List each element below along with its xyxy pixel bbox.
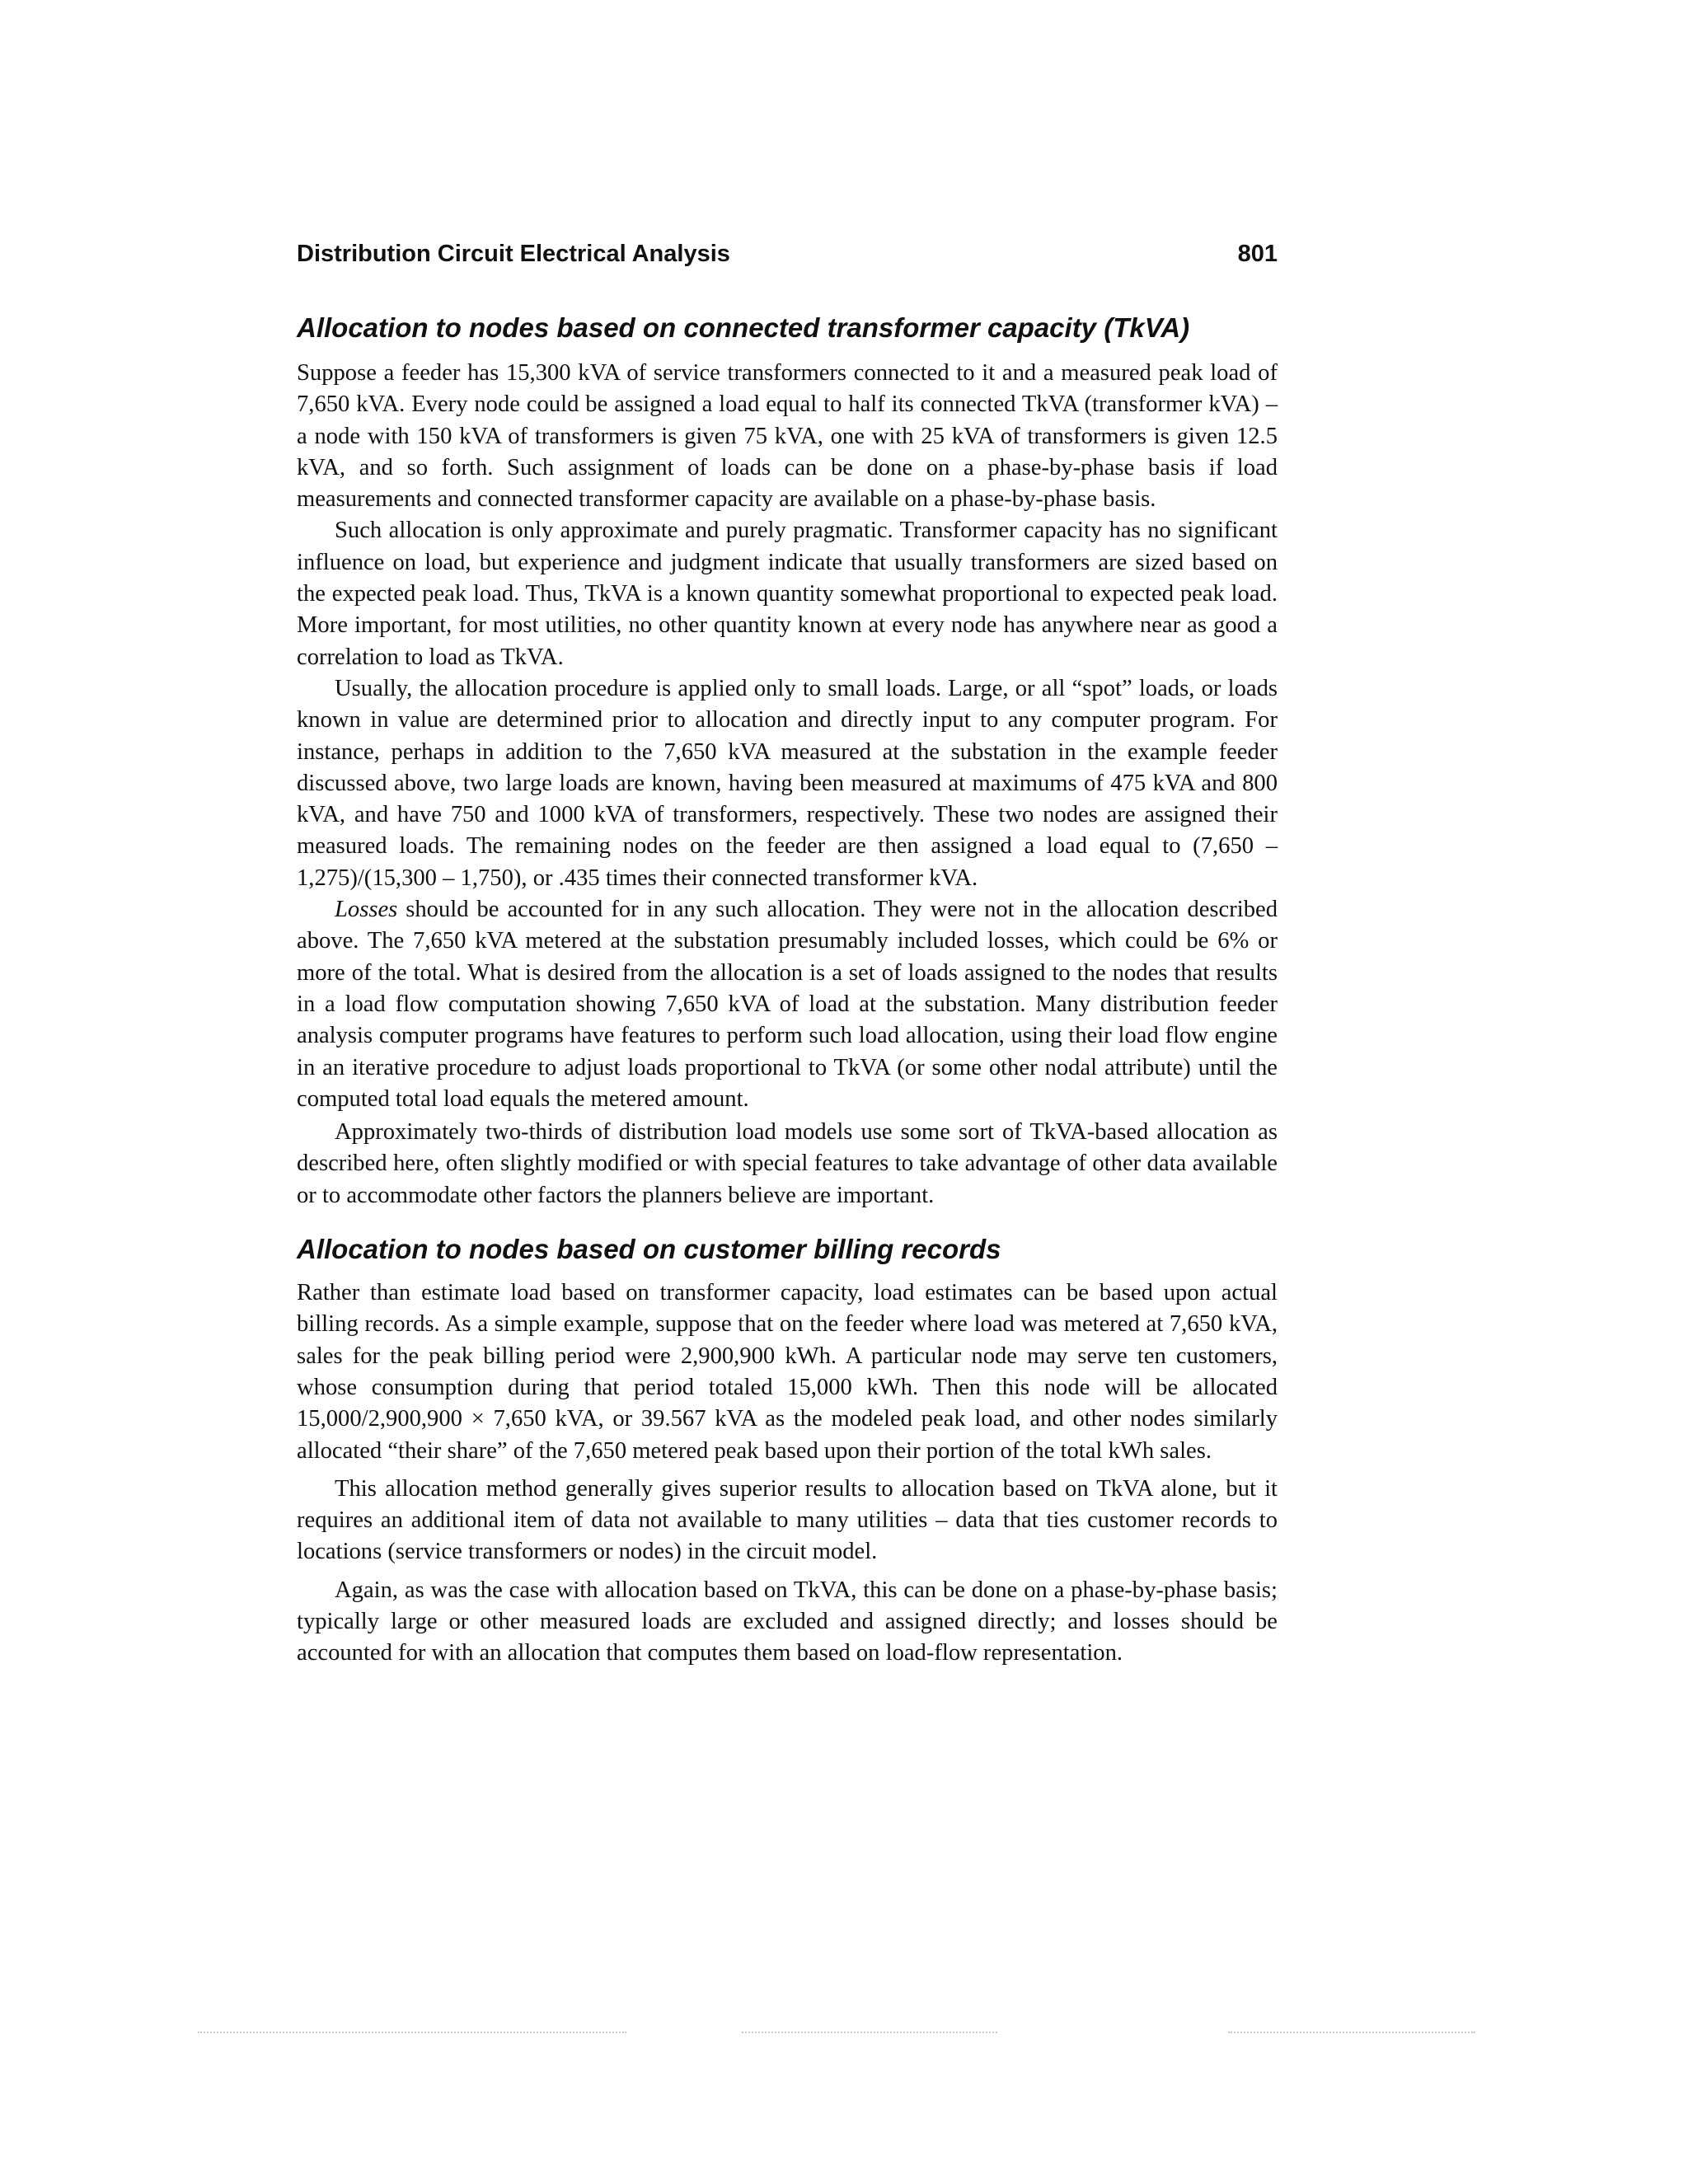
section-tkva-allocation [297, 310, 1278, 1212]
section-billing-allocation [297, 1231, 1278, 1670]
paragraph-losses [297, 894, 1278, 1115]
book-page [297, 241, 1278, 1670]
section-heading: Allocation to nodes based on customer billing records [297, 1234, 1001, 1265]
paragraph: Again, as was the case with allocation based on TkVA, this can be done on a phase-by-phase basis; typically large or other measured loads are excluded and assigned directly; and losses should be accounted for with an allocation that computes them based on load-flow representation. [297, 1577, 1278, 1666]
paragraph-text: should be accounted for in any such allocation. They were not in the allocation described above. The 7,650 kVA metered at the substation presumably included losses, which could be 6% or more of the total. What is desired from the allocation is a set of loads assigned to the nodes that results in a load flow computation showing 7,650 kVA of load at the substation. Many distribution feeder analysis computer programs have features to perform such load allocation, using their load flow engine in an iterative procedure to adjust loads proportional to TkVA (or some other nodal attribute) until the computed total load equals the metered amount. [297, 897, 1278, 1112]
page-number: 801 [1237, 241, 1278, 267]
scan-artifact-line-left [198, 2032, 626, 2033]
scan-artifact-line-right [1228, 2032, 1475, 2033]
scan-artifact-line-middle [742, 2032, 997, 2033]
paragraph: Such allocation is only approximate and purely pragmatic. Transformer capacity has no significant influence on load, but experience and judgment indicate that usually transformers are sized based on the expected peak load. Thus, TkVA is a known quantity somewhat proportional to expected peak load. More important, for most utilities, no other quantity known at every node has anywhere near as good a correlation to load as TkVA. [297, 518, 1278, 670]
running-header-title: Distribution Circuit Electrical Analysis [297, 241, 730, 267]
section-heading: Allocation to nodes based on connected transformer capacity (TkVA) [297, 312, 1190, 343]
paragraph: Approximately two-thirds of distribution load models use some sort of TkVA-based allocation as described here, often slightly modified or with special features to take advantage of other data available or to accommodate other factors the planners believe are important. [297, 1119, 1278, 1208]
paragraph: Suppose a feeder has 15,300 kVA of service transformers connected to it and a measured peak load of 7,650 kVA. Every node could be assigned a load equal to half its connected TkVA (transformer kVA) – a node with 150 kVA of transformers is given 75 kVA, one with 25 kVA of transformers is given 12.5 kVA, and so forth. Such assignment of loads can be done on a phase-by-phase basis if load measurements and connected transformer capacity are available on a phase-by-phase basis. [297, 360, 1278, 513]
running-header [297, 241, 1278, 274]
paragraph: Usually, the allocation procedure is applied only to small loads. Large, or all “spot” loads, or loads known in value are determined prior to allocation and directly input to any computer program. For instance, perhaps in addition to the 7,650 kVA measured at the substation in the example feeder discussed above, two large loads are known, having been measured at maximums of 475 kVA and 800 kVA, and have 750 and 1000 kVA of transformers, respectively. These two nodes are assigned their measured loads. The remaining nodes on the feeder are then assigned a load equal to (7,650 – 1,275)/(15,300 – 1,750), or .435 times their connected transformer kVA. [297, 675, 1278, 891]
paragraph: This allocation method generally gives superior results to allocation based on TkVA alone, but it requires an additional item of data not available to many utilities – data that ties customer records to locations (service transformers or nodes) in the circuit model. [297, 1475, 1278, 1565]
paragraph: Rather than estimate load based on transformer capacity, load estimates can be based upon actual billing records. As a simple example, suppose that on the feeder where load was metered at 7,650 kVA, sales for the peak billing period were 2,900,900 kWh. A particular node may serve ten customers, whose consumption during that period totaled 15,000 kWh. Then this node will be allocated 15,000/2,900,900 × 7,650 kVA, or 39.567 kVA as the modeled peak load, and other nodes similarly allocated “their share” of the 7,650 metered peak based upon their portion of the total kWh sales. [297, 1280, 1278, 1464]
italic-term-losses: Losses [335, 897, 398, 923]
